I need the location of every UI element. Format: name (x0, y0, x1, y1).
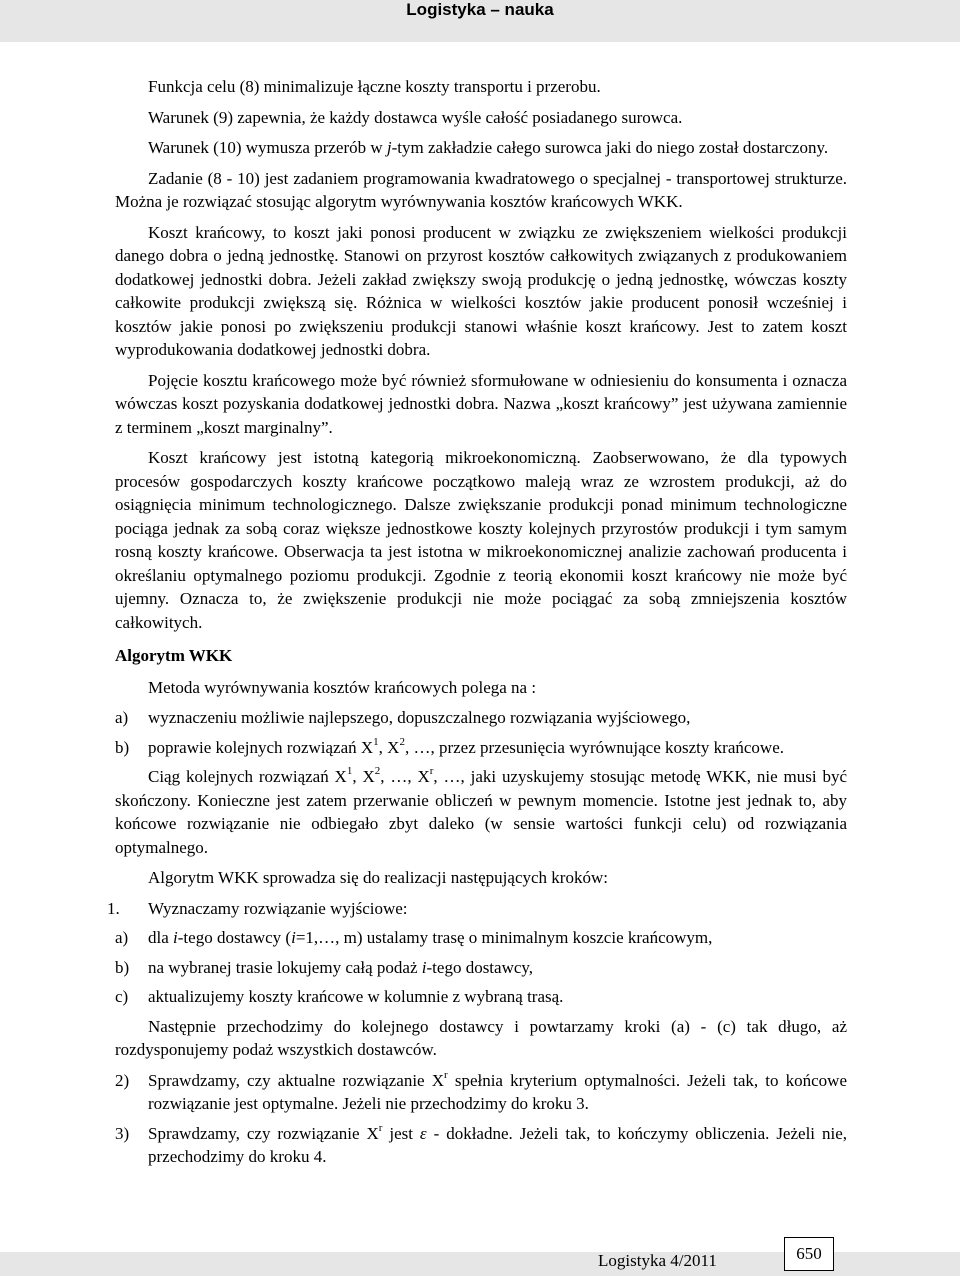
paragraph: Pojęcie kosztu krańcowego może być również sformułowane w odniesieniu do konsumenta i oznacza wówczas koszt pozyskania dodatkowej jednostki dobra. Nazwa „koszt krańcowy” jest używana zamiennie z terminem „koszt marginalny”. (115, 370, 847, 437)
superscript: 1 (346, 765, 353, 778)
paragraph (115, 765, 847, 859)
running-header (0, 0, 960, 42)
variable-i: i (421, 957, 427, 977)
list-item (115, 706, 847, 730)
text: Sprawdzamy, czy aktualne rozwiązanie X (148, 1070, 445, 1090)
superscript: r (429, 765, 434, 778)
text: , …, X (380, 767, 430, 786)
section-heading: Algorytm WKK (115, 646, 233, 665)
epsilon-symbol: ε (419, 1123, 427, 1143)
text: jest (382, 1123, 420, 1143)
paragraph: Warunek (9) zapewnia, że każdy dostawca wyśle całość posiadanego surowca. (148, 107, 683, 127)
text: dla (148, 928, 174, 947)
list-marker: 3) (115, 1123, 130, 1143)
page-number: 650 (784, 1237, 834, 1271)
text: -tego dostawcy, (426, 957, 534, 977)
list-marker: b) (115, 737, 130, 757)
superscript: r (378, 1121, 383, 1134)
list-marker: 2) (115, 1070, 130, 1090)
list-item (115, 926, 847, 950)
list-marker: a) (115, 708, 129, 727)
superscript: r (444, 1068, 448, 1081)
list-text: aktualizujemy koszty krańcowe w kolumnie z wybraną trasą. (148, 987, 564, 1006)
list-item (107, 897, 847, 921)
list-text (148, 1121, 847, 1167)
paragraph: Koszt krańcowy, to koszt jaki ponosi producent w związku ze zwiększeniem wielkości produkcji danego dobra o jedną jednostkę. Stanowi on przyrost kosztów całkowitych związanych z produkowaniem dodatkowej jednostki dobra. Jeżeli zakład zwiększy swoją produkcję o jedną jednostkę, wówczas koszty całkowite produkcji zwiększą się. Różnica w wielkości kosztów jakie producent ponosił wcześniej i kosztów jakie ponosi po zwiększeniu produkcji stanowi właśnie koszt krańcowy. Jest to zatem koszt wyprodukowania dodatkowej jednostki dobra. (115, 222, 847, 359)
paragraph: Funkcja celu (8) minimalizuje łączne koszty transportu i przerobu. (148, 77, 601, 96)
list-marker: 1. (107, 898, 120, 918)
list-text (148, 1068, 847, 1114)
list-item (115, 1069, 847, 1116)
text: -tego dostawcy ( (177, 928, 292, 947)
header-title: Logistyka – nauka (406, 0, 554, 19)
paragraph: Metoda wyrównywania kosztów krańcowych polega na : (148, 677, 537, 697)
superscript: 2 (399, 735, 405, 748)
paragraph: Następnie przechodzimy do kolejnego dostawcy i powtarzamy kroki (a) - (c) tak długo, aż rozdysponujemy podaż wszystkich dostawców. (115, 1016, 847, 1059)
list-text: Wyznaczamy rozwiązanie wyjściowe: (148, 898, 408, 918)
superscript: 2 (374, 765, 381, 778)
list-marker: b) (115, 957, 130, 977)
list-text (148, 958, 533, 977)
list-item (115, 985, 847, 1009)
paragraph: Zadanie (8 - 10) jest zadaniem programowania kwadratowego o specjalnej - transportowej strukturze. Można je rozwiązać stosując algorytm wyrównywania kosztów krańcowych WKK. (115, 168, 847, 211)
text: - dokładne. Jeżeli tak, to kończymy obliczenia. Jeżeli nie, przechodzimy do kroku 4. (148, 1123, 847, 1166)
text: poprawie kolejnych rozwiązań X (148, 737, 374, 757)
text: na wybranej trasie lokujemy całą podaż (148, 957, 422, 977)
text: -tym zakładzie całego surowca jaki do niego został dostarczony. (391, 138, 829, 157)
list-marker: c) (115, 987, 129, 1006)
list-item (115, 736, 847, 760)
text: =1,…, m) ustalamy trasę o minimalnym koszcie krańcowym, (295, 928, 713, 947)
superscript: 1 (373, 735, 379, 748)
text: , …, przez przesunięcia wyrównujące koszty krańcowe. (404, 737, 784, 757)
variable-i: i (291, 928, 296, 947)
paragraph (115, 136, 847, 160)
text: Sprawdzamy, czy rozwiązanie X (148, 1123, 379, 1143)
text: spełnia kryterium optymalności. Jeżeli tak, to końcowe rozwiązanie jest optymalne. Jeżeli nie przechodzimy do kroku 3. (148, 1070, 847, 1113)
variable-i: i (173, 928, 178, 947)
text: , X (378, 737, 400, 757)
list-item (115, 956, 847, 980)
journal-issue: Logistyka 4/2011 (598, 1251, 717, 1270)
text: Ciąg kolejnych rozwiązań X (148, 767, 347, 786)
list-text (148, 735, 784, 757)
paragraph: Koszt krańcowy jest istotną kategorią mikroekonomiczną. Zaobserwowano, że dla typowych procesów gospodarczych koszty krańcowe początkowo maleją wraz ze wzrostem produkcji, aż do osiągnięcia minimum technologicznego. Dalsze zwiększanie produkcji ponad minimum technologiczne pociąga jednak za sobą coraz większe jednostkowe koszty kolejnych przyrostów produkcji i tym samym rosną koszty krańcowe. Obserwacja ta jest istotna w mikroekonomicznej analizie zachowań producenta i określaniu optymalnego poziomu produkcji. Zgodnie z teorią ekonomii koszt krańcowy nie może być ujemny. Oznacza to, że zwiększenie produkcji nie może pociągać za sobą zmniejszenia kosztów całkowitych. (115, 448, 847, 632)
text: , …, jaki uzyskujemy stosując metodę WKK, nie musi być skończony. Konieczne jest zatem przerwanie obliczeń w pewnym momencie. Istotne jest jednak to, aby końcowe rozwiązanie nie odbiegało zbyt daleko (w sensie wartości funkcji celu) od rozwiązania optymalnego. (115, 767, 847, 857)
list-text: wyznaczeniu możliwie najlepszego, dopuszczalnego rozwiązania wyjściowego, (148, 708, 691, 727)
list-item (115, 1122, 847, 1169)
list-marker: a) (115, 928, 129, 947)
text: Warunek (10) wymusza przerób w (148, 138, 387, 157)
list-text (148, 928, 712, 947)
text: , X (352, 767, 375, 786)
paragraph: Algorytm WKK sprowadza się do realizacji następujących kroków: (148, 868, 608, 887)
variable-j: j (386, 138, 392, 157)
article-body (107, 75, 847, 1175)
